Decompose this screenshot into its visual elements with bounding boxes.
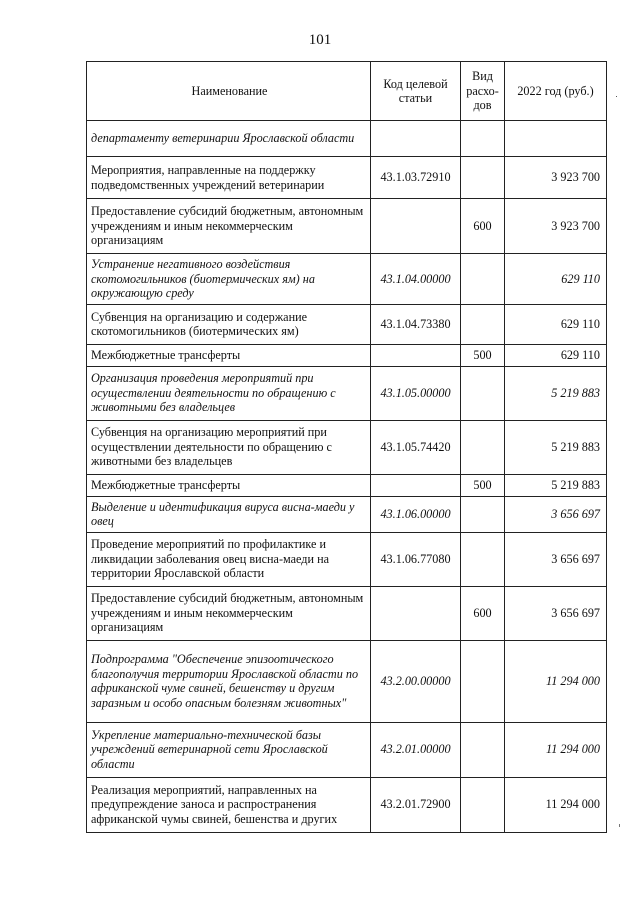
table-row (87, 254, 607, 305)
cell-sum: 11 294 000 (505, 640, 607, 722)
cell-type: 500 (461, 344, 505, 366)
header-sum: 2022 год (руб.) (505, 62, 607, 121)
table-header-row (87, 62, 607, 121)
table-row (87, 344, 607, 366)
cell-code: 43.1.06.00000 (371, 496, 461, 532)
cell-sum: 3 656 697 (505, 532, 607, 586)
table-row (87, 532, 607, 586)
table-row (87, 777, 607, 832)
cell-code: 43.2.00.00000 (371, 640, 461, 722)
table-row (87, 586, 607, 640)
table-row (87, 199, 607, 254)
cell-sum: 3 923 700 (505, 199, 607, 254)
cell-type: 500 (461, 474, 505, 496)
cell-code: 43.1.04.73380 (371, 304, 461, 344)
table-row (87, 722, 607, 777)
cell-type: 600 (461, 199, 505, 254)
cell-name: Предоставление субсидий бюджетным, автономным учреждениям и иным некоммерческим организациям (87, 199, 371, 254)
table-row (87, 304, 607, 344)
cell-name: Межбюджетные трансферты (87, 474, 371, 496)
cell-code: 43.1.03.72910 (371, 157, 461, 199)
cell-name: Проведение мероприятий по профилактике и ликвидации заболевания овец висна-маеди на территории Ярославской области (87, 532, 371, 586)
cell-code (371, 121, 461, 157)
cell-name: Реализация мероприятий, направленных на предупреждение заноса и распространения африканской чумы свиней, бешенства и других (87, 777, 371, 832)
cell-type (461, 496, 505, 532)
cell-type (461, 304, 505, 344)
cell-type (461, 532, 505, 586)
cell-type (461, 420, 505, 474)
cell-type (461, 157, 505, 199)
cell-name: Предоставление субсидий бюджетным, автономным учреждениям и иным некоммерческим организациям (87, 586, 371, 640)
cell-sum: 5 219 883 (505, 474, 607, 496)
table-row (87, 640, 607, 722)
cell-sum: 3 923 700 (505, 157, 607, 199)
header-name: Наименование (87, 62, 371, 121)
table-row (87, 366, 607, 420)
cell-sum: 629 110 (505, 344, 607, 366)
cell-name: Организация проведения мероприятий при осуществлении деятельности по обращению с животными без владельцев (87, 366, 371, 420)
page-number: 101 (308, 32, 332, 48)
cell-name: Укрепление материально-технической базы учреждений ветеринарной сети Ярославской области (87, 722, 371, 777)
table-row (87, 420, 607, 474)
cell-type (461, 722, 505, 777)
cell-code: 43.1.04.00000 (371, 254, 461, 305)
cell-type: 600 (461, 586, 505, 640)
cell-sum (505, 121, 607, 157)
table-row (87, 474, 607, 496)
scan-mark (619, 824, 620, 827)
cell-code: 43.1.05.74420 (371, 420, 461, 474)
cell-type (461, 121, 505, 157)
cell-name: Субвенция на организацию мероприятий при осуществлении деятельности по обращению с животными без владельцев (87, 420, 371, 474)
table-row (87, 496, 607, 532)
cell-sum: 629 110 (505, 304, 607, 344)
table-row (87, 157, 607, 199)
cell-code (371, 586, 461, 640)
cell-name: Подпрограмма "Обеспечение эпизоотического благополучия территории Ярославской области по африканской чуме свиней, бешенству и другим заразным и особо опасным болезням животных" (87, 640, 371, 722)
cell-name: Устранение негативного воздействия скотомогильников (биотермических ям) на окружающую среду (87, 254, 371, 305)
cell-code (371, 474, 461, 496)
cell-sum: 3 656 697 (505, 586, 607, 640)
cell-sum: 629 110 (505, 254, 607, 305)
cell-code (371, 199, 461, 254)
cell-code: 43.2.01.72900 (371, 777, 461, 832)
cell-code: 43.1.05.00000 (371, 366, 461, 420)
table-row (87, 121, 607, 157)
cell-sum: 5 219 883 (505, 420, 607, 474)
cell-name: Субвенция на организацию и содержание скотомогильников (биотермических ям) (87, 304, 371, 344)
budget-table (86, 61, 607, 833)
cell-type (461, 777, 505, 832)
header-code: Код целевой статьи (371, 62, 461, 121)
header-type: Вид расхо-дов (461, 62, 505, 121)
cell-sum: 5 219 883 (505, 366, 607, 420)
cell-sum: 11 294 000 (505, 722, 607, 777)
cell-name: департаменту ветеринарии Ярославской области (87, 121, 371, 157)
cell-code: 43.2.01.00000 (371, 722, 461, 777)
scan-speck (616, 96, 617, 97)
cell-sum: 11 294 000 (505, 777, 607, 832)
cell-sum: 3 656 697 (505, 496, 607, 532)
cell-type (461, 640, 505, 722)
cell-code: 43.1.06.77080 (371, 532, 461, 586)
cell-code (371, 344, 461, 366)
cell-type (461, 254, 505, 305)
cell-name: Выделение и идентификация вируса висна-маеди у овец (87, 496, 371, 532)
cell-name: Межбюджетные трансферты (87, 344, 371, 366)
cell-type (461, 366, 505, 420)
cell-name: Мероприятия, направленные на поддержку подведомственных учреждений ветеринарии (87, 157, 371, 199)
